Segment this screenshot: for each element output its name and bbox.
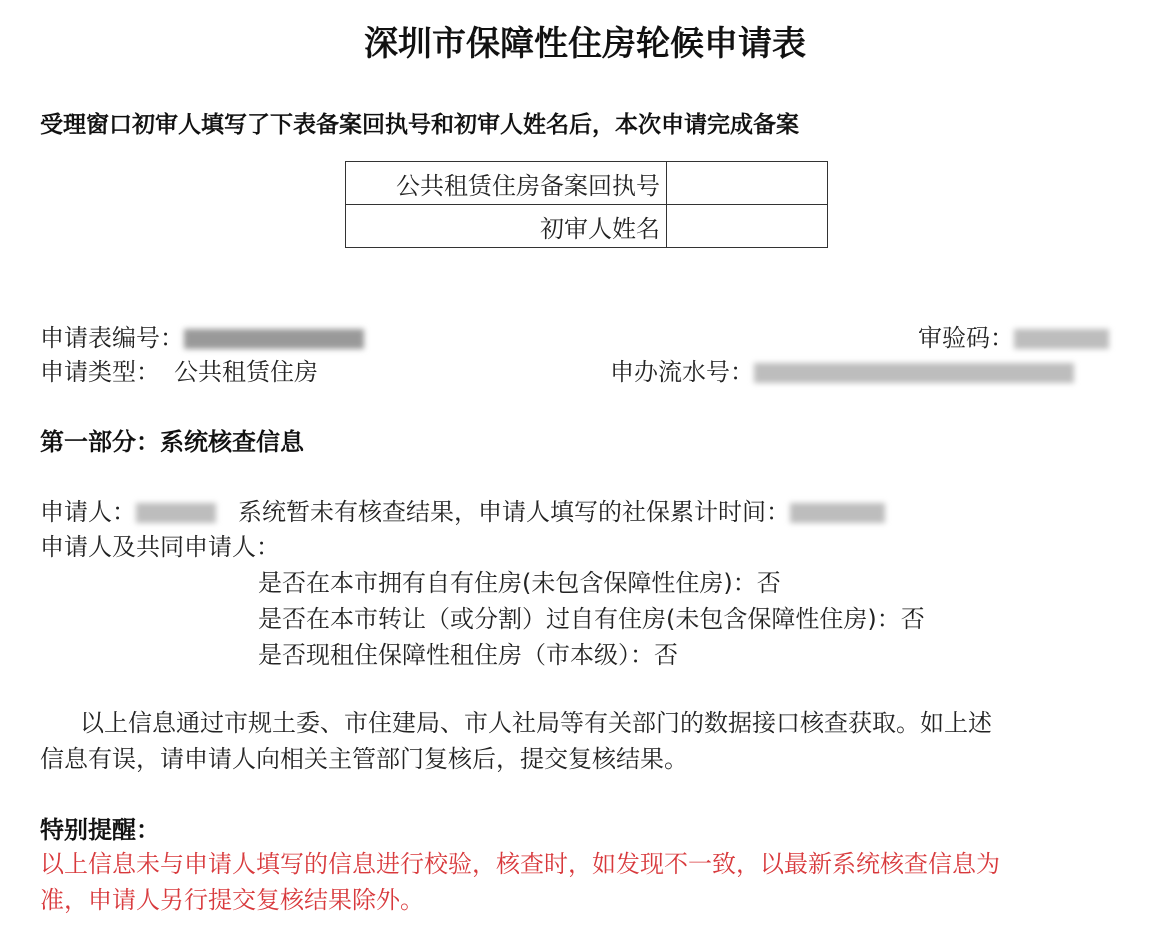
type-value: 公共租赁住房 <box>174 358 318 386</box>
reminder-line-1: 以上信息未与申请人填写的信息进行校验，核查时，如发现不一致，以最新系统核查信息为 <box>40 850 1000 878</box>
reviewer-name-label: 初审人姓名 <box>346 205 667 248</box>
filing-table <box>345 161 828 248</box>
receipt-no-field[interactable] <box>667 162 828 205</box>
redacted-verify-code <box>1014 329 1109 349</box>
receipt-no-label: 公共租赁住房备案回执号 <box>346 162 667 205</box>
applicant-label: 申请人： <box>40 498 136 526</box>
check-renting-subsidized: 是否现租住保障性租住房（市本级）：否 <box>258 641 678 669</box>
serial-label: 申办流水号： <box>610 358 754 386</box>
redacted-serial-no <box>754 363 1074 383</box>
table-row <box>346 162 828 205</box>
page-title: 深圳市保障性住房轮候申请表 <box>364 24 806 64</box>
redacted-social-security-time <box>790 503 885 523</box>
filing-instruction: 受理窗口初审人填写了下表备案回执号和初审人姓名后，本次申请完成备案 <box>40 112 799 138</box>
applicant-status: 系统暂未有核查结果，申请人填写的社保累计时间： <box>238 498 790 526</box>
reviewer-name-field[interactable] <box>667 205 828 248</box>
table-row <box>346 205 828 248</box>
reminder-heading: 特别提醒： <box>40 816 160 844</box>
redacted-applicant-name <box>136 503 216 523</box>
form-no-label: 申请表编号： <box>40 324 184 352</box>
part1-heading: 第一部分：系统核查信息 <box>40 428 304 456</box>
type-label: 申请类型： <box>40 358 160 386</box>
check-own-housing: 是否在本市拥有自有住房(未包含保障性住房)：否 <box>258 569 781 597</box>
reminder-line-2: 准，申请人另行提交复核结果除外。 <box>40 886 424 914</box>
redacted-form-no <box>184 329 364 349</box>
verify-code-label: 审验码： <box>918 324 1014 352</box>
check-transferred-housing: 是否在本市转让（或分割）过自有住房(未包含保障性住房)：否 <box>258 605 925 633</box>
note-line-2: 信息有误，请申请人向相关主管部门复核后，提交复核结果。 <box>40 745 688 773</box>
co-applicants-label: 申请人及共同申请人： <box>40 533 280 561</box>
note-line-1: 以上信息通过市规土委、市住建局、市人社局等有关部门的数据接口核查获取。如上述 <box>80 709 992 737</box>
